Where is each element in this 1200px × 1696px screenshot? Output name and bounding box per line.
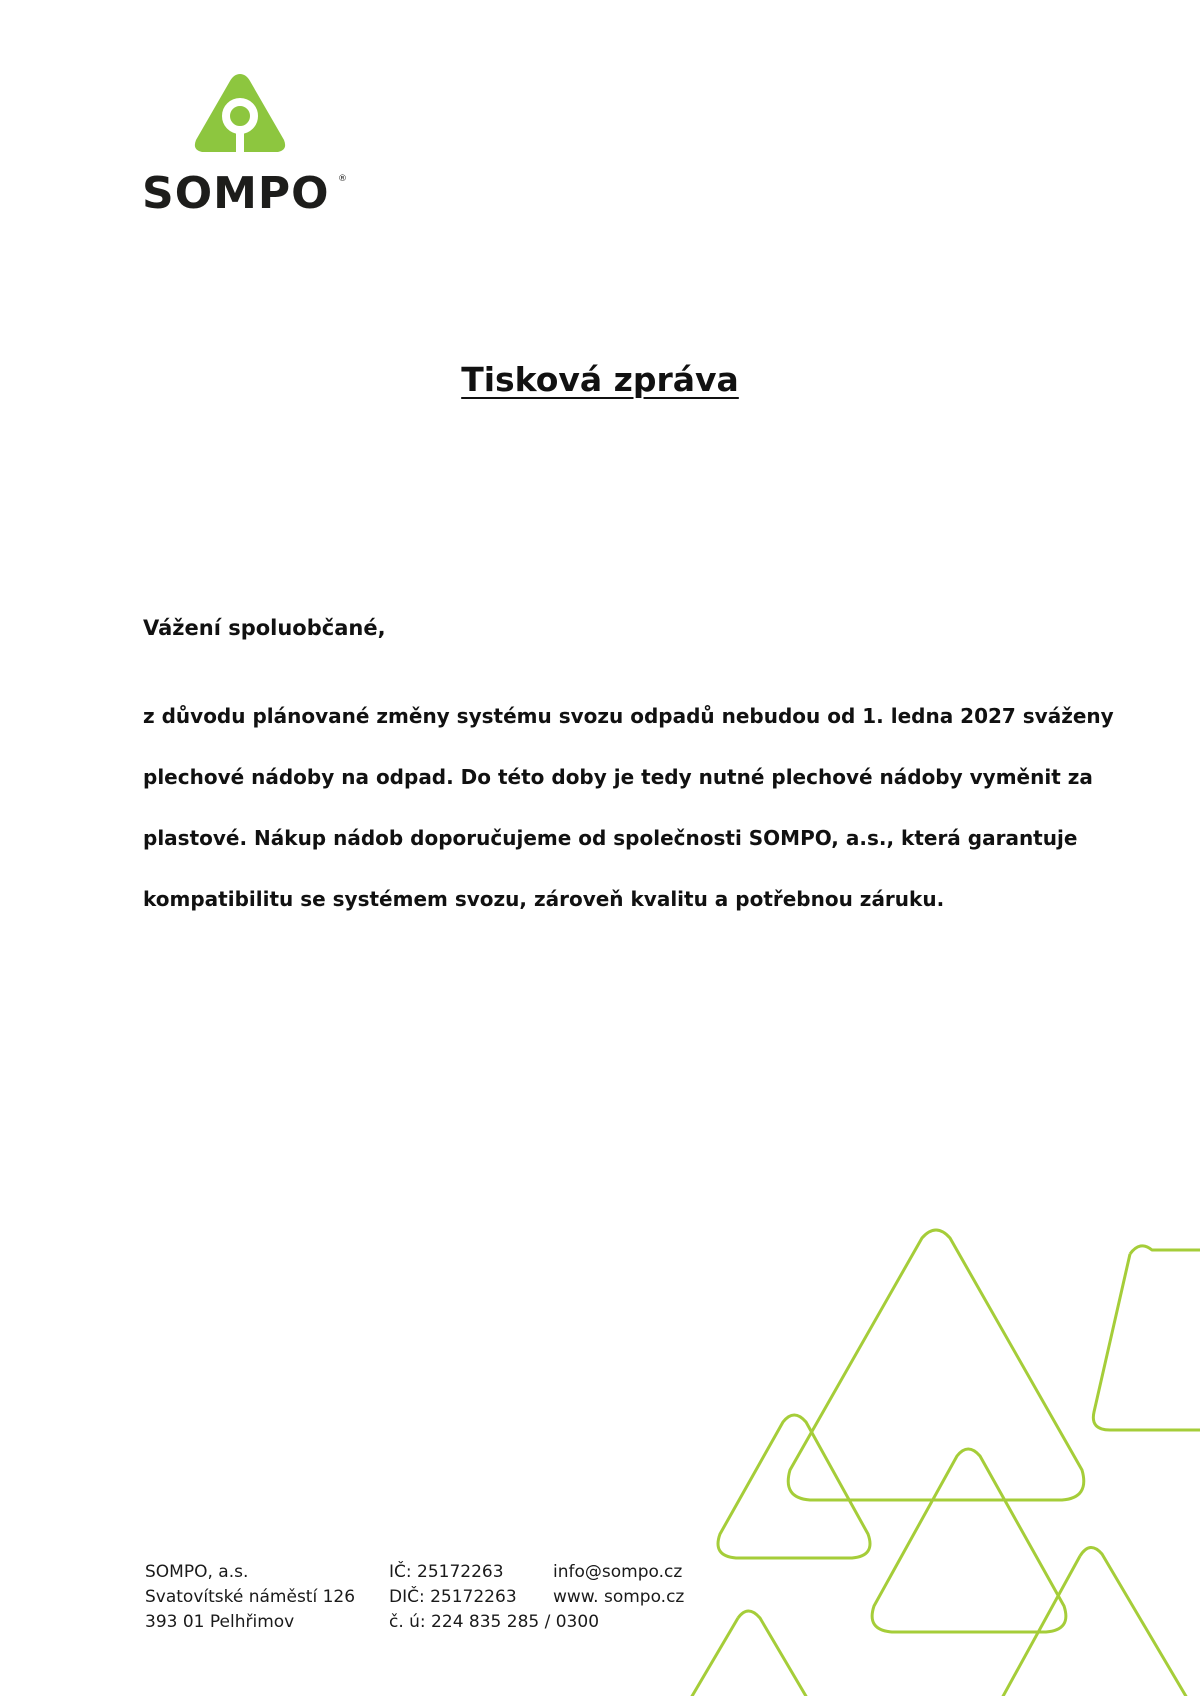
footer-website: www. sompo.cz <box>553 1587 685 1607</box>
document-title <box>0 356 1200 404</box>
body-line: plechové nádoby na odpad. Do této doby je tedy nutné plechové nádoby vyměnit za <box>143 765 1093 789</box>
document-title-text: Tisková zpráva <box>461 360 739 399</box>
footer-dic: DIČ: 25172263 <box>389 1587 517 1607</box>
footer-company-name: SOMPO, a.s. <box>145 1562 249 1582</box>
footer-bank-account: č. ú: 224 835 285 / 0300 <box>389 1612 600 1632</box>
registered-mark: ® <box>338 174 347 184</box>
footer-contact <box>553 1560 684 1610</box>
footer-city: 393 01 Pelhřimov <box>145 1612 295 1632</box>
body-paragraph <box>143 686 1114 930</box>
company-logo <box>142 70 362 220</box>
footer-email: info@sompo.cz <box>553 1562 683 1582</box>
body-line: z důvodu plánované změny systému svozu odpadů nebudou od 1. ledna 2027 sváženy <box>143 704 1114 728</box>
footer-street: Svatovítské náměstí 126 <box>145 1587 356 1607</box>
footer-ic: IČ: 25172263 <box>389 1562 504 1582</box>
body-line: plastové. Nákup nádob doporučujeme od společnosti SOMPO, a.s., která garantuje <box>143 826 1078 850</box>
logo-wordmark: SOMPO <box>142 168 330 219</box>
footer-company-address <box>145 1560 355 1635</box>
sompo-triangle-keyhole-icon <box>190 70 290 158</box>
body-line: kompatibilitu se systémem svozu, zároveň kvalitu a potřebnou záruku. <box>143 887 945 911</box>
salutation: Vážení spoluobčané, <box>143 616 386 640</box>
